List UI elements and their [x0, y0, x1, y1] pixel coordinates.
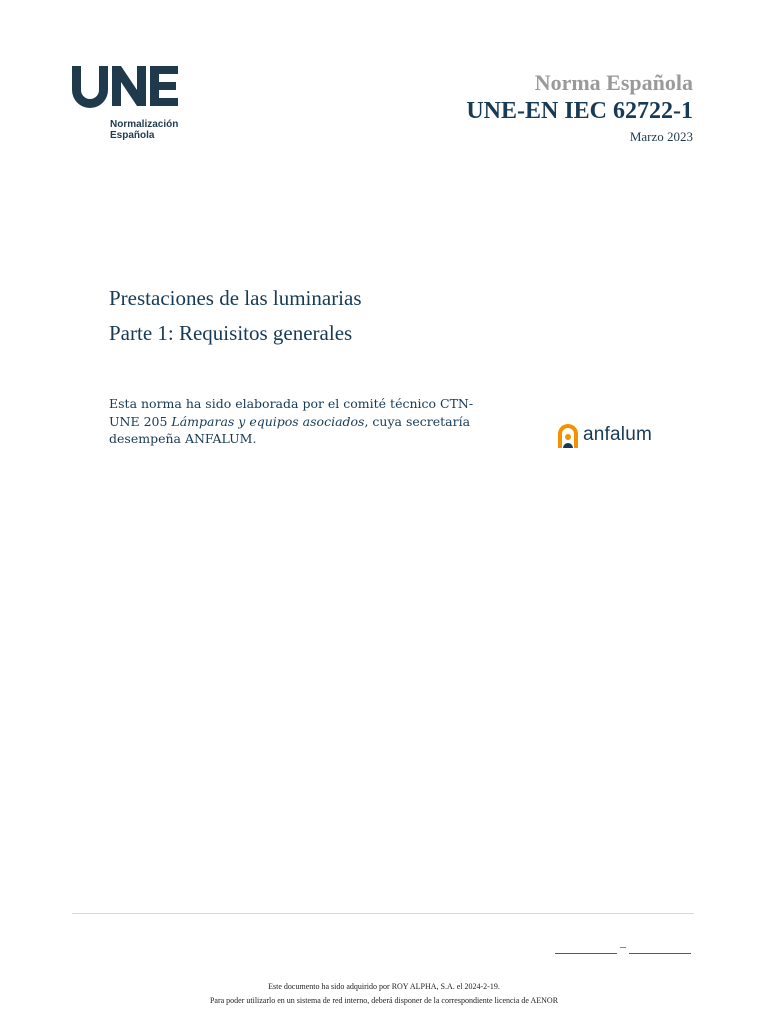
- footer-link-right[interactable]: [629, 938, 691, 954]
- standard-header: [466, 70, 693, 146]
- standard-code: UNE-EN IEC 62722-1: [466, 98, 693, 124]
- arch-person-icon: [556, 422, 580, 448]
- standard-date: Marzo 2023: [629, 129, 693, 144]
- standard-kind: Norma Española: [534, 70, 693, 95]
- une-logo-mark: [70, 64, 182, 108]
- title-line2: Parte 1: Requisitos generales: [109, 321, 353, 345]
- description-part2: , cuya secretaría desempeña ANFALUM.: [109, 413, 471, 446]
- committee-description: [109, 395, 489, 448]
- anfalum-logo: [556, 421, 652, 449]
- description-part1: Esta norma ha sido elaborada por el comité técnico CTN-UNE 205: [109, 396, 474, 429]
- anfalum-wordmark: anfalum: [583, 424, 652, 445]
- footer-links: [555, 938, 691, 954]
- footer-link-separator: –: [620, 939, 626, 953]
- document-title: [109, 281, 362, 351]
- footer-divider: [72, 913, 694, 914]
- footer-license-line2: Para poder utilizarlo en un sistema de red interno, deberá disponer de la correspondiente licencia de AENOR: [209, 996, 559, 1005]
- une-logo-caption: [110, 119, 178, 141]
- title-line1: Prestaciones de las luminarias: [109, 286, 362, 310]
- description-italic: Lámparas y equipos asociados: [171, 413, 365, 429]
- footer-link-left[interactable]: [555, 938, 617, 954]
- une-logo-line1: Normalización: [110, 119, 179, 130]
- une-logo-line2: Española: [110, 130, 155, 141]
- footer-license-line1: Este documento ha sido adquirido por ROY ALPHA, S.A. el 2024-2-19.: [268, 982, 500, 991]
